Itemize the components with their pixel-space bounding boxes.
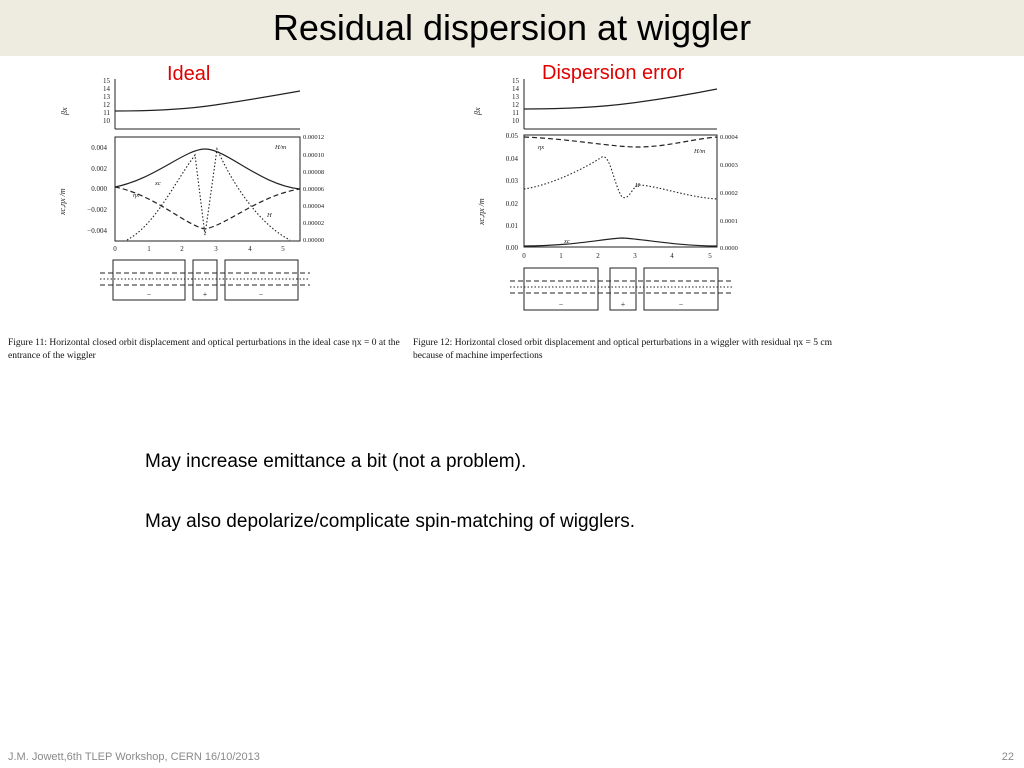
h-tick: 0.0004 xyxy=(720,134,738,141)
h-tick: 0.0001 xyxy=(720,218,738,225)
x-tick: 5 xyxy=(281,245,285,253)
h-tick: 0.0002 xyxy=(720,190,738,197)
h-tick: 0.0000 xyxy=(720,245,738,252)
beta-tick: 15 xyxy=(103,77,110,85)
beta-tick: 12 xyxy=(103,101,110,109)
h-curve-label: H xyxy=(635,182,640,189)
figure-dispersion-error xyxy=(472,75,742,315)
beta-tick: 14 xyxy=(512,85,519,93)
title-bar xyxy=(0,0,1024,56)
y-tick: 0.004 xyxy=(91,144,107,152)
slide-title: Residual dispersion at wiggler xyxy=(272,7,752,48)
eta-curve xyxy=(524,137,717,147)
magnet-sign: − xyxy=(258,290,264,299)
body-text-line-2: May also depolarize/complicate spin-matching of wigglers. xyxy=(145,511,636,532)
y-tick: 0.00 xyxy=(505,244,518,252)
footer-text: J.M. Jowett,6th TLEP Workshop, CERN 16/10/2013 xyxy=(8,751,260,763)
h-tick: 0.0003 xyxy=(720,162,738,169)
y-tick: 0.02 xyxy=(505,200,518,208)
beta-tick: 13 xyxy=(512,93,519,101)
h-axis-label: H/m xyxy=(275,144,287,151)
eta-curve-label: ηx xyxy=(133,192,140,199)
xc-curve-label: xc xyxy=(155,180,161,187)
eta-curve xyxy=(115,187,300,229)
h-curve xyxy=(524,157,717,199)
x-tick: 3 xyxy=(214,245,218,253)
h-curve-label: H xyxy=(267,212,272,219)
y-tick: 0.03 xyxy=(505,177,518,185)
h-tick: 0.00010 xyxy=(303,152,325,159)
x-tick: 0 xyxy=(522,252,526,260)
x-tick: 4 xyxy=(670,252,674,260)
figure-dispersion-caption: Figure 12: Horizontal closed orbit displacement and optical perturbations in a wiggler with residual ηx = 5 cm because of machine imperfections xyxy=(413,338,832,361)
y-axis-label: xc,ηx /m xyxy=(477,198,486,225)
h-tick: 0.00012 xyxy=(303,134,325,141)
x-tick: 1 xyxy=(559,252,563,260)
ideal-label: Ideal xyxy=(167,63,211,85)
h-tick: 0.00004 xyxy=(303,203,325,210)
beta-tick: 12 xyxy=(512,101,519,109)
beta-tick: 11 xyxy=(512,109,519,117)
y-tick: −0.004 xyxy=(87,227,107,235)
beta-tick: 11 xyxy=(103,109,110,117)
h-tick: 0.00008 xyxy=(303,169,325,176)
beta-axis-label: βx xyxy=(473,107,482,115)
magnet-sign: + xyxy=(202,290,208,299)
y-tick: 0.01 xyxy=(505,222,518,230)
eta-curve-label: ηx xyxy=(538,144,545,151)
figure-ideal-caption: Figure 11: Horizontal closed orbit displacement and optical perturbations in the ideal case ηx = 0 at the entrance of the wiggler xyxy=(8,338,400,361)
x-tick: 3 xyxy=(633,252,637,260)
y-tick: 0.000 xyxy=(91,185,107,193)
beta-tick: 15 xyxy=(512,77,519,85)
y-tick: 0.05 xyxy=(505,132,518,140)
figure-ideal xyxy=(55,75,325,305)
magnet-sign: + xyxy=(620,300,626,309)
x-tick: 4 xyxy=(248,245,252,253)
beta-curve xyxy=(524,89,717,109)
magnet-sign: − xyxy=(146,290,152,299)
x-tick: 2 xyxy=(180,245,184,253)
h-tick: 0.00000 xyxy=(303,237,325,244)
y-tick: −0.002 xyxy=(87,206,107,214)
h-axis-label: H/m xyxy=(694,148,706,155)
x-tick: 5 xyxy=(708,252,712,260)
y-tick: 0.002 xyxy=(91,165,107,173)
page-number: 22 xyxy=(1001,751,1014,763)
x-tick: 0 xyxy=(113,245,117,253)
y-axis-label: xc,ηx /m xyxy=(58,188,67,215)
magnet-sign: − xyxy=(558,300,564,309)
body-text-line-1: May increase emittance a bit (not a problem). xyxy=(145,451,527,472)
x-tick: 2 xyxy=(596,252,600,260)
beta-tick: 10 xyxy=(103,117,110,125)
xc-curve xyxy=(115,149,300,189)
beta-curve xyxy=(115,91,300,111)
beta-tick: 13 xyxy=(103,93,110,101)
beta-tick: 14 xyxy=(103,85,110,93)
h-tick: 0.00002 xyxy=(303,220,325,227)
xc-curve xyxy=(524,238,717,246)
h-tick: 0.00006 xyxy=(303,186,325,193)
h-curve xyxy=(127,149,290,240)
beta-tick: 10 xyxy=(512,117,519,125)
dispersion-error-label: Dispersion error xyxy=(542,62,685,84)
magnet-sign: − xyxy=(678,300,684,309)
beta-axis-label: βx xyxy=(60,107,69,115)
x-tick: 1 xyxy=(147,245,151,253)
y-tick: 0.04 xyxy=(505,155,518,163)
xc-curve-label: xc xyxy=(564,238,570,245)
